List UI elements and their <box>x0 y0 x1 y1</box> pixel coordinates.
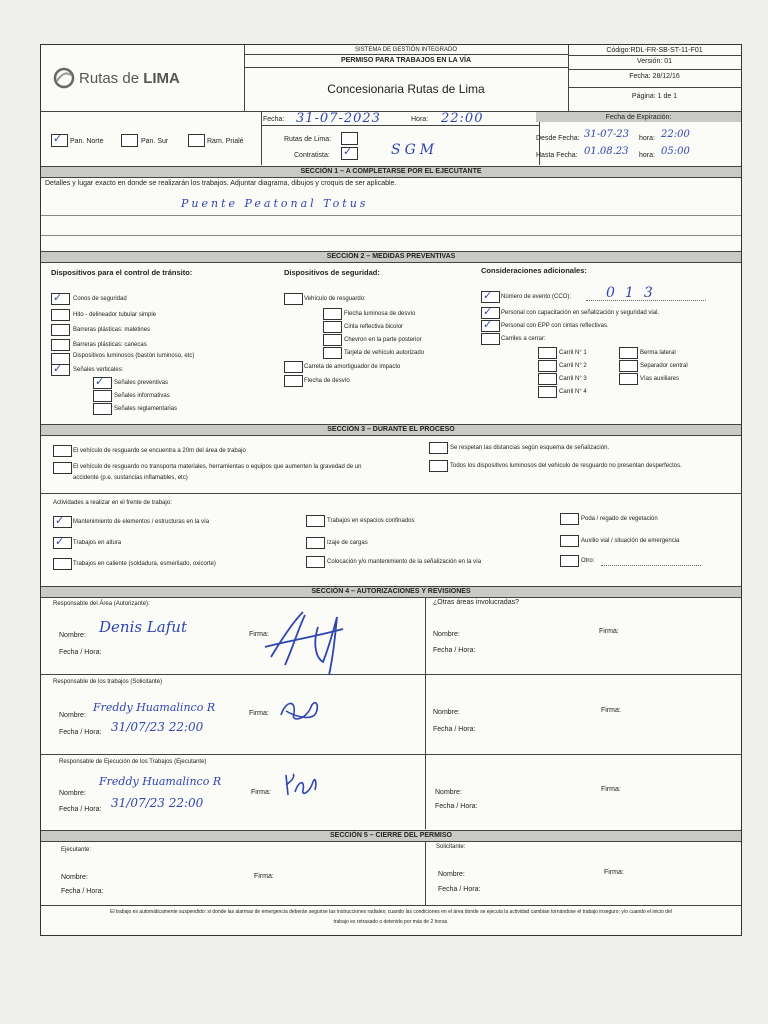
informativas-label: Señales informativas <box>114 393 170 399</box>
carril-1-label: Carril N° 1 <box>559 350 587 356</box>
poda-label: Poda / regado de vegetación <box>581 516 658 522</box>
permit-form <box>40 44 742 936</box>
flecha-luminosa-checkbox[interactable] <box>323 308 342 320</box>
col2-title: Dispositivos de seguridad: <box>284 268 380 277</box>
carril-1-checkbox[interactable] <box>538 347 557 359</box>
vehiculo-resguardo-label: Vehículo de resguardo: <box>304 296 366 302</box>
flecha-desvio-label: Flecha de desvío <box>304 378 350 384</box>
evento-value[interactable]: 013 <box>606 285 663 301</box>
pan-sur-checkbox[interactable] <box>121 134 138 147</box>
fecha-hora-label-r2: Fecha / Hora: <box>433 726 476 733</box>
nombre-label-5l: Nombre: <box>61 874 88 881</box>
flecha-luminosa-label: Flecha luminosa de desvío <box>344 311 416 317</box>
check-mark-icon: ✓ <box>53 291 63 304</box>
otras-areas-label: ¿Otras áreas involucradas? <box>433 599 519 606</box>
evento-checkbox[interactable] <box>481 291 500 303</box>
no-transporta-label-2: accidente (p.e. sustancias inflamables, etc) <box>73 475 188 481</box>
nombre-label-1: Nombre: <box>59 632 86 639</box>
carreta-label: Carreta de amortiguador de impacto <box>304 364 401 370</box>
check-mark-icon: ✓ <box>53 132 63 145</box>
datetime-value-2[interactable]: 31/07/23 22:00 <box>111 720 204 734</box>
section3-bar <box>41 424 741 436</box>
hasta-value[interactable]: 01.08.23 <box>584 146 629 157</box>
check-mark-icon: ✓ <box>53 362 63 375</box>
firma-label-2: Firma: <box>249 710 269 717</box>
section1-title: SECCIÓN 1 – A COMPLETARSE POR EL EJECUTANTE <box>300 168 482 175</box>
check-mark-icon: ✓ <box>55 514 65 527</box>
hora-value[interactable]: 22:00 <box>441 111 484 126</box>
logo-text-bold: LIMA <box>143 70 180 87</box>
firma-label-r2: Firma: <box>601 707 621 714</box>
resp-ejecucion-label: Responsable de Ejecución de los Trabajos (Ejecutante) <box>59 759 207 765</box>
contratista-checkbox[interactable] <box>341 147 358 160</box>
firma-label-3: Firma: <box>251 789 271 796</box>
logo-text: Rutas de <box>79 70 144 87</box>
nombre-label-2: Nombre: <box>59 712 86 719</box>
conos-label: Conos de seguridad <box>73 296 127 302</box>
izaje-checkbox[interactable] <box>306 537 325 549</box>
chevron-checkbox[interactable] <box>323 334 342 346</box>
carril-4-checkbox[interactable] <box>538 386 557 398</box>
signature-1 <box>263 607 353 677</box>
desde-hora-label: hora: <box>639 135 655 142</box>
desperfectos-checkbox[interactable] <box>429 460 448 472</box>
footer-line-2: trabajo es retrasado o detenido por más de 2 horas. <box>333 919 449 925</box>
izaje-label: Izaje de cargas <box>327 540 368 546</box>
confinados-checkbox[interactable] <box>306 515 325 527</box>
firma-label-5l: Firma: <box>254 873 274 880</box>
carril-3-label: Carril N° 3 <box>559 376 587 382</box>
pan-norte-checkbox[interactable] <box>51 134 68 147</box>
desde-label: Desde Fecha: <box>536 135 580 142</box>
senales-checkbox[interactable] <box>51 364 70 376</box>
evento-label: Número de evento (CCO): <box>501 294 572 300</box>
carril-3-checkbox[interactable] <box>538 373 557 385</box>
tarjeta-checkbox[interactable] <box>323 347 342 359</box>
otro-checkbox[interactable] <box>560 555 579 567</box>
canecas-label: Barreras plásticas: canecas <box>73 342 147 348</box>
preventivas-checkbox[interactable] <box>93 377 112 389</box>
nombre-label-5r: Nombre: <box>438 871 465 878</box>
firma-label-5r: Firma: <box>604 869 624 876</box>
maletines-checkbox[interactable] <box>51 324 70 336</box>
canecas-checkbox[interactable] <box>51 339 70 351</box>
section3-title: SECCIÓN 3 – DURANTE EL PROCESO <box>327 426 455 433</box>
check-mark-icon: ✓ <box>95 375 105 388</box>
doc-version: Versión: 01 <box>636 58 673 65</box>
footer-line-1: El trabajo es automáticamente suspendido: si donde las alarmas de emergencia deberán seguirse las instrucciones radiales; cuando las condiciones en el área donde se ejecuta la actividad cambian tornándose el trabajo inseguro; y/o cuando el inicio del <box>110 909 672 915</box>
nombre-label-r1: Nombre: <box>433 631 460 638</box>
maletines-label: Barreras plásticas: maletines <box>73 327 151 333</box>
firma-label-r3: Firma: <box>601 786 621 793</box>
carril-2-checkbox[interactable] <box>538 360 557 372</box>
hito-checkbox[interactable] <box>51 309 70 321</box>
auxilio-checkbox[interactable] <box>560 535 579 547</box>
separador-checkbox[interactable] <box>619 360 638 372</box>
col3-title: Consideraciones adicionales: <box>481 266 587 275</box>
section2-bar <box>41 251 741 263</box>
section1-detail[interactable]: Puente Peatonal Totus <box>181 197 369 210</box>
fecha-value[interactable]: 31-07-2023 <box>296 111 381 126</box>
activities-title: Actividades a realizar en el frente de trabajo: <box>53 500 172 506</box>
rutas-label: Rutas de Lima: <box>284 136 332 143</box>
conos-checkbox[interactable] <box>51 293 70 305</box>
hora-label: Hora: <box>411 116 429 123</box>
check-mark-icon: ✓ <box>343 145 353 158</box>
vehiculo-resguardo-checkbox[interactable] <box>284 293 303 305</box>
fecha-label: Fecha: <box>263 116 285 123</box>
auxilio-label: Auxilio vial / situación de emergencia <box>581 538 680 544</box>
mantenimiento-checkbox[interactable] <box>53 516 72 528</box>
check-mark-icon: ✓ <box>55 535 65 548</box>
hasta-hora-value[interactable]: 05:00 <box>661 146 690 157</box>
reglamentarias-label: Señales reglamentarias <box>114 406 178 412</box>
check-mark-icon: ✓ <box>483 289 493 302</box>
fecha-hora-label-3: Fecha / Hora: <box>59 806 102 813</box>
section5-bar <box>41 830 741 842</box>
distancias-label: Se respetan las distancias según esquema de señalización. <box>450 445 610 451</box>
confinados-label: Trabajos en espacios confinados <box>327 518 415 524</box>
firma-label-1: Firma: <box>249 631 269 638</box>
vias-auxiliares-checkbox[interactable] <box>619 373 638 385</box>
cinta-reflectiva-checkbox[interactable] <box>323 321 342 333</box>
section1-bar <box>41 166 741 178</box>
doc-date: Fecha: 28/12/16 <box>629 73 680 80</box>
ram-priale-checkbox[interactable] <box>188 134 205 147</box>
altura-label: Trabajos en altura <box>73 540 122 546</box>
name-value-2[interactable]: Freddy Huamalinco R <box>93 701 216 714</box>
no-transporta-label: El vehículo de resguardo no transporta materiales, herramientas o equipos que aumenten la gravedad de un <box>73 464 362 470</box>
doc-code: Código:RDL-FR-SB-ST-11-F01 <box>606 47 703 54</box>
datetime-value-3[interactable]: 31/07/23 22:00 <box>111 796 204 810</box>
fecha-hora-label-1: Fecha / Hora: <box>59 649 102 656</box>
logo-icon <box>53 67 75 89</box>
fecha-hora-label-r1: Fecha / Hora: <box>433 647 476 654</box>
fecha-hora-label-r3: Fecha / Hora: <box>435 803 478 810</box>
carriles-checkbox[interactable] <box>481 333 500 345</box>
tarjeta-label: Tarjeta de vehículo autorizado <box>344 350 425 356</box>
desde-value[interactable]: 31-07-23 <box>584 129 629 140</box>
informativas-checkbox[interactable] <box>93 390 112 402</box>
section4-title: SECCIÓN 4 – AUTORIZACIONES Y REVISIONES <box>311 588 471 595</box>
fecha-hora-label-5l: Fecha / Hora: <box>61 888 104 895</box>
col1-title: Dispositivos para el control de tránsito: <box>51 268 193 277</box>
nombre-label-r2: Nombre: <box>433 709 460 716</box>
system-name: SISTEMA DE GESTIÓN INTEGRADO <box>354 47 457 53</box>
signature-2 <box>276 695 326 725</box>
luminosos-label: Dispositivos luminosos (bastón luminoso, etc) <box>73 353 195 359</box>
section5-title: SECCIÓN 5 – CIERRE DEL PERMISO <box>329 832 452 839</box>
epp-checkbox[interactable] <box>481 320 500 332</box>
nombre-label-3: Nombre: <box>59 790 86 797</box>
hito-label: Hito - delineador tubular simple <box>73 312 157 318</box>
resp-trabajos-label: Responsable de los trabajos (Solicitante) <box>53 679 163 685</box>
no-transporta-checkbox[interactable] <box>53 462 72 474</box>
solicitante-label: Solicitante: <box>436 844 466 850</box>
carriles-label: Carriles a cerrar: <box>501 336 546 342</box>
contratista-value[interactable]: SGM <box>391 142 439 158</box>
poda-checkbox[interactable] <box>560 513 579 525</box>
capacitacion-label: Personal con capacitación en señalización y seguridad vial. <box>501 310 660 316</box>
resguardo-20m-label: El vehículo de resguardo se encuentra a 20m del área de trabajo <box>73 448 246 454</box>
senalizacion-label: Colocación y/o mantenimiento de la señalización en la vía <box>327 559 482 565</box>
fecha-hora-label-2: Fecha / Hora: <box>59 729 102 736</box>
firma-label-r1: Firma: <box>599 628 619 635</box>
header-block <box>41 45 741 111</box>
section4-bar <box>41 586 741 598</box>
preventivas-label: Señales preventivas <box>114 380 169 386</box>
resguardo-20m-checkbox[interactable] <box>53 445 72 457</box>
reglamentarias-checkbox[interactable] <box>93 403 112 415</box>
name-value-3[interactable]: Freddy Huamalinco R <box>99 775 222 788</box>
name-value-1[interactable]: Denis Lafut <box>99 618 187 636</box>
pan-norte-label: Pan. Norte <box>70 138 104 145</box>
carreta-checkbox[interactable] <box>284 361 303 373</box>
chevron-label: Chevron en la parte posterior <box>344 337 422 343</box>
otro-label: Otro: <box>581 558 595 564</box>
fecha-hora-label-5r: Fecha / Hora: <box>438 886 481 893</box>
caliente-label: Trabajos en caliente (soldadura, esmerilado, oxicorte) <box>73 561 216 567</box>
nombre-label-r3: Nombre: <box>435 789 462 796</box>
resp-area-label: Responsable del Área (Autorizante): <box>53 601 150 607</box>
hasta-hora-label: hora: <box>639 152 655 159</box>
berma-checkbox[interactable] <box>619 347 638 359</box>
rutas-checkbox[interactable] <box>341 132 358 145</box>
altura-checkbox[interactable] <box>53 537 72 549</box>
ejecutante-label: Ejecutante: <box>61 847 92 853</box>
contratista-label: Contratista: <box>294 152 330 159</box>
check-mark-icon: ✓ <box>483 305 493 318</box>
cinta-reflectiva-label: Cinta reflectiva bicolor <box>344 324 404 330</box>
vias-auxiliares-label: Vías auxiliares <box>640 376 680 382</box>
separador-label: Separador central <box>640 363 688 369</box>
desperfectos-label: Todos los dispositivos luminosos del vehículo de resguardo no presentan desperfectos. <box>450 463 682 469</box>
form-title: PERMISO PARA TRABAJOS EN LA VÍA <box>340 57 472 64</box>
distancias-checkbox[interactable] <box>429 442 448 454</box>
carril-4-label: Carril N° 4 <box>559 389 587 395</box>
caliente-checkbox[interactable] <box>53 558 72 570</box>
mantenimiento-label: Mantenimiento de elementos / estructuras en la vía <box>73 519 210 525</box>
berma-label: Berma lateral <box>640 350 676 356</box>
check-mark-icon: ✓ <box>483 318 493 331</box>
senalizacion-checkbox[interactable] <box>306 556 325 568</box>
hasta-label: Hasta Fecha: <box>536 152 578 159</box>
senales-label: Señales verticales: <box>73 367 124 373</box>
logo <box>53 67 213 89</box>
doc-page: Página: 1 de 1 <box>631 93 678 100</box>
pan-sur-label: Pan. Sur <box>141 138 169 145</box>
ram-priale-label: Ram. Prialé <box>207 138 244 145</box>
section2-title: SECCIÓN 2 – MEDIDAS PREVENTIVAS <box>326 253 456 260</box>
carril-2-label: Carril N° 2 <box>559 363 587 369</box>
signature-3 <box>281 770 321 800</box>
company-name: Concesionaria Rutas de Lima <box>327 82 485 96</box>
epp-label: Personal con EPP con cintas reflectivas. <box>501 323 609 329</box>
section1-instructions: Detalles y lugar exacto en donde se realizarán los trabajos. Adjuntar diagrama, dibujos y croquis de ser aplicable. <box>45 180 397 187</box>
flecha-desvio-checkbox[interactable] <box>284 375 303 387</box>
desde-hora-value[interactable]: 22:00 <box>661 129 690 140</box>
expiry-title: Fecha de Expiración: <box>605 114 672 121</box>
